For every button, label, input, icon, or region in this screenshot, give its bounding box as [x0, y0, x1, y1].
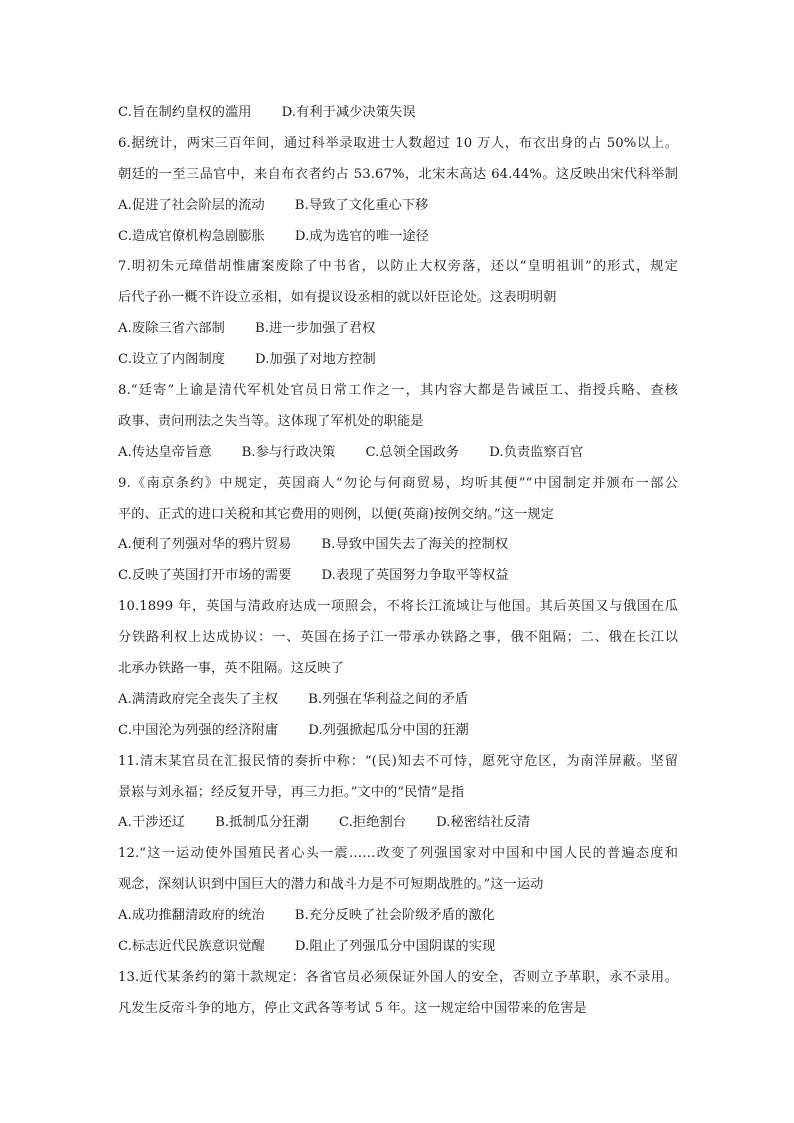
answer-option: C.反映了英国打开市场的需要	[118, 568, 292, 584]
question-line: 7.明初朱元璋借胡惟庸案废除了中书省，以防止大权旁落，还以“皇明祖训”的形式，规定	[118, 259, 678, 275]
question-line: 朝廷的一至三品官中，来自布衣者约占 53.67%，北宋末高达 64.44%。这反映出宋代科举制	[118, 166, 678, 182]
answer-option: C.拒绝割台	[338, 815, 407, 831]
answer-options-line	[118, 314, 678, 345]
answer-options-line	[118, 716, 678, 747]
question-line: 北承办铁路一事，英不阻隔。这反映了	[118, 661, 344, 677]
question-line: 11.清末某官员在汇报民情的奏折中称：“(民)知去不可恃，愿死守危区，为南洋屏蔽。坚留	[118, 753, 678, 769]
answer-option: D.负责监察百官	[489, 444, 584, 460]
answer-option: A.干涉还辽	[118, 815, 186, 831]
question-line: 10.1899 年，英国与清政府达成一项照会，不将长江流域让与他国。其后英国又与俄国在瓜	[118, 599, 678, 615]
answer-options-line	[118, 98, 678, 129]
answer-option: A.促进了社会阶层的流动	[118, 197, 265, 213]
answer-options-line	[118, 808, 678, 839]
answer-option: C.中国沦为列强的经济附庸	[118, 722, 279, 738]
answer-option: B.导致了文化重心下移	[294, 197, 429, 213]
answer-option: A.废除三省六部制	[118, 321, 225, 337]
question-line: 12.“这一运动使外国殖民者心头一震……改变了列强国家对中国和中国人民的普遍态度和	[118, 846, 678, 862]
answer-options-line	[118, 345, 678, 376]
answer-options-line	[118, 901, 678, 932]
answer-options-line	[118, 222, 678, 253]
answer-option: A.传达皇帝旨意	[118, 444, 212, 460]
answer-option: D.阻止了列强瓜分中国阴谋的实现	[294, 939, 496, 955]
answer-option: C.设立了内阁制度	[118, 352, 226, 368]
answer-options-line	[118, 561, 678, 592]
answer-option: D.加强了对地方控制	[255, 352, 376, 368]
answer-option: D.表现了英国努力争取平等权益	[321, 568, 509, 584]
answer-option: B.进一步加强了君权	[254, 321, 376, 337]
answer-option: C.旨在制约皇权的滥用	[118, 105, 252, 120]
question-line: 凡发生反帝斗争的地方，停止文武各等考试 5 年。这一规定给中国带来的危害是	[118, 1000, 587, 1016]
question-line: 后代子孙一概不许设立丞相，如有提议设丞相的就以奸臣论处。这表明明朝	[118, 290, 557, 306]
question-line: 政事、责问刑法之失当等。这体现了军机处的职能是	[118, 413, 424, 429]
question-line: 平的、正式的进口关税和其它费用的则例，以便(英商)按例交纳。”这一规定	[118, 506, 554, 522]
answer-option: B.充分反映了社会阶级矛盾的激化	[294, 908, 495, 924]
answer-options-line	[118, 932, 678, 963]
answer-option: C.造成官僚机构急剧膨胀	[118, 228, 265, 244]
answer-options-line	[118, 191, 678, 222]
answer-option: A.成功推翻清政府的统治	[118, 908, 265, 924]
answer-options-line	[118, 530, 678, 561]
question-line: 观念，深刻认识到中国巨大的潜力和战斗力是不可短期战胜的。”这一运动	[118, 877, 544, 893]
answer-option: D.有利于减少决策失误	[281, 105, 416, 120]
question-line: 景崧与刘永福；经反复开导，再三力拒。”文中的“民情”是指	[118, 784, 465, 800]
answer-option: D.成为选官的唯一途径	[294, 228, 429, 244]
answer-option: B.列强在华利益之间的矛盾	[308, 691, 469, 707]
answer-option: C.标志近代民族意识觉醒	[118, 939, 265, 955]
question-line: 9.《南京条约》中规定，英国商人“勿论与何商贸易，均听其便”“中国制定并颁布一部公	[118, 475, 678, 491]
answer-option: A.满清政府完全丧失了主权	[118, 691, 279, 707]
answer-option: A.便利了列强对华的鸦片贸易	[118, 537, 292, 553]
answer-option: B.导致中国失去了海关的控制权	[321, 537, 509, 553]
answer-option: D.秘密结社反清	[436, 815, 531, 831]
answer-options-line	[118, 438, 678, 469]
answer-option: D.列强掀起瓜分中国的狂潮	[308, 722, 469, 738]
question-line: 13.近代某条约的第十款规定：各省官员必须保证外国人的安全，否则立予革职，永不录用。	[118, 969, 678, 985]
answer-option: C.总领全国政务	[365, 444, 460, 460]
question-line: 6.据统计，两宋三百年间，通过科举录取进士人数超过 10 万人，布衣出身的占 50%以上。	[118, 135, 678, 151]
question-line: 分铁路利权上达成协议：一、英国在扬子江一带承办铁路之事，俄不阻隔；二、俄在长江以	[118, 630, 678, 646]
answer-option: B.抵制瓜分狂潮	[215, 815, 309, 831]
question-text-block	[118, 98, 678, 1025]
question-line: 8.“廷寄”上谕是清代军机处官员日常工作之一，其内容大都是告诫臣工、指授兵略、查核	[118, 383, 678, 399]
answer-option: B.参与行政决策	[241, 444, 336, 460]
answer-options-line	[118, 685, 678, 716]
